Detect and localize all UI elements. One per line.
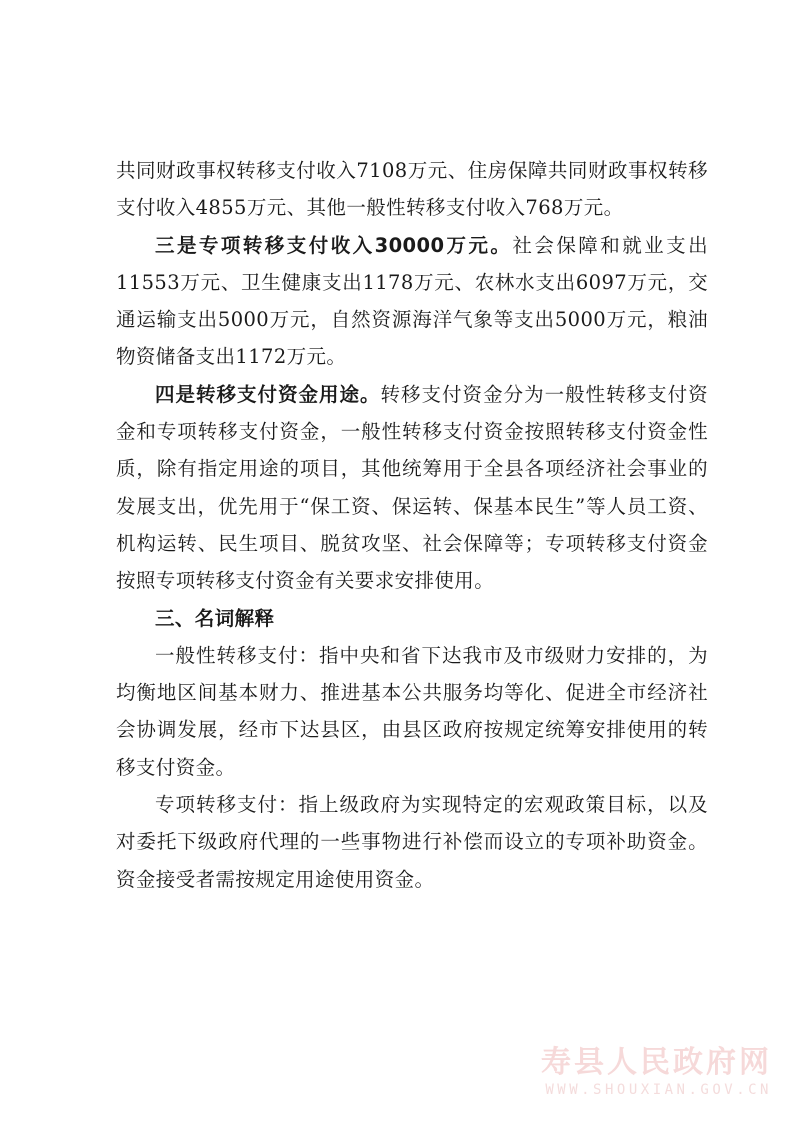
watermark-chinese: 寿县人民政府网 xyxy=(541,1045,772,1080)
paragraph-transfer-income-continued: 共同财政事权转移支付收入7108万元、住房保障共同财政事权转移支付收入4855万元、其他一般性转移支付收入768万元。 xyxy=(116,159,708,220)
site-watermark xyxy=(492,1045,772,1099)
document-body xyxy=(116,152,708,898)
paragraph-body-special-transfer: 社会保障和就业支出11553万元、卫生健康支出1178万元、农林水支出6097万元，交通运输支出5000万元，自然资源海洋气象等支出5000万元，粮油物资储备支出1172万元。 xyxy=(116,233,708,369)
section-heading-term-explanation: 三、名词解释 xyxy=(155,606,275,630)
paragraph-transfer-fund-use xyxy=(116,376,708,600)
paragraph-body-fund-use: 转移支付资金分为一般性转移支付资金和专项转移支付资金，一般性转移支付资金按照转移支付资金性质，除有指定用途的项目，其他统筹用于全县各项经济社会事业的发展支出，优先用于“保工资、保运转、保基本民生”等人员工资、机构运转、民生项目、脱贫攻坚、社会保障等；专项转移支付资金按照专项转移支付资金有关要求安排使用。 xyxy=(116,382,708,593)
paragraph-special-transfer-definition: 专项转移支付：指上级政府为实现特定的宏观政策目标，以及对委托下级政府代理的一些事物进行补偿而设立的专项补助资金。资金接受者需按规定用途使用资金。 xyxy=(116,793,708,891)
paragraph-lead-fund-use: 四是转移支付资金用途。 xyxy=(155,382,381,406)
paragraph-general-transfer-definition: 一般性转移支付：指中央和省下达我市及市级财力安排的，为均衡地区间基本财力、推进基本公共服务均等化、促进全市经济社会协调发展，经市下达县区，由县区政府按规定统筹安排使用的转移支付资金。 xyxy=(116,643,708,779)
paragraph-special-transfer-income xyxy=(116,227,708,376)
watermark-url: WWW.SHOUXIAN.GOV.CN xyxy=(545,1082,772,1098)
paragraph-lead-special-transfer: 三是专项转移支付收入30000万元。 xyxy=(155,233,513,257)
